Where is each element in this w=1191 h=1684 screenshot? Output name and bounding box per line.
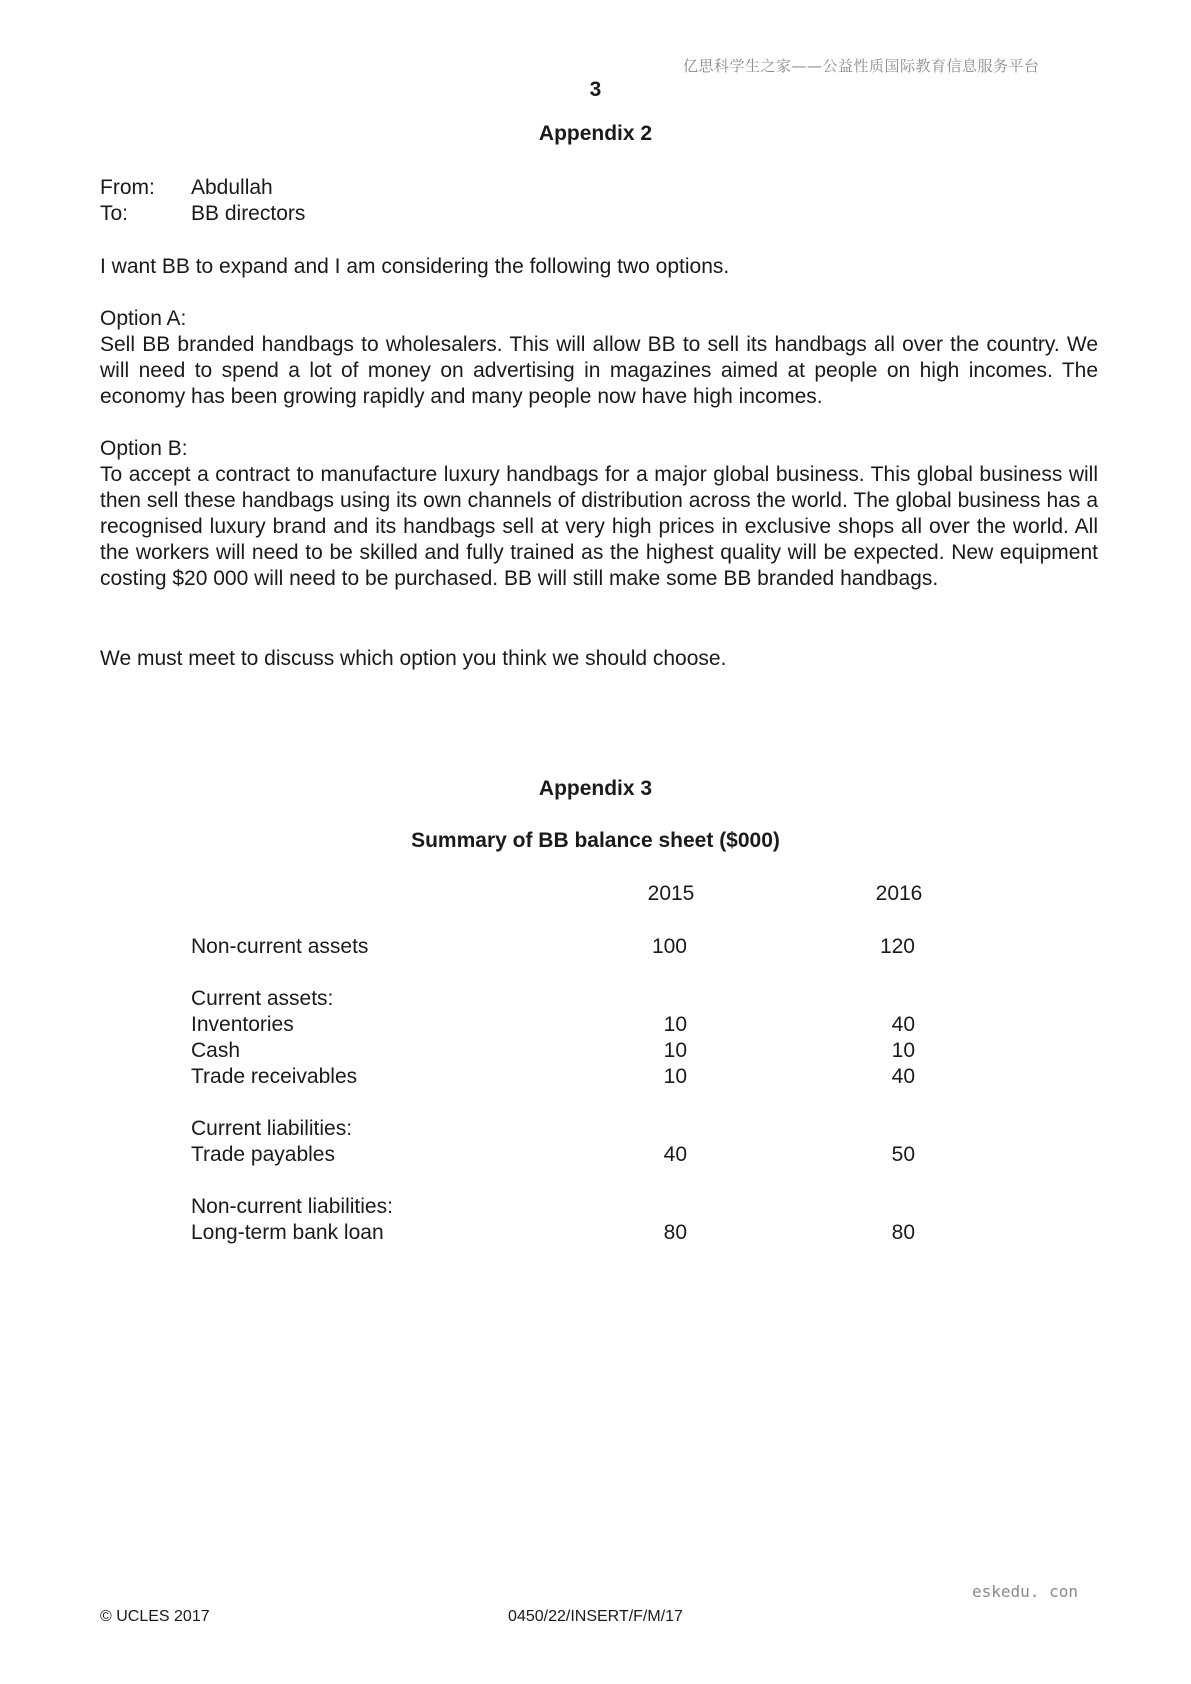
value-2016: 40 (891, 1013, 915, 1036)
footer-copyright: © UCLES 2017 (100, 1608, 210, 1625)
memo-from-label: From: (100, 176, 155, 199)
appendix-2-title: Appendix 2 (538, 122, 653, 145)
value-2015: 10 (663, 1013, 687, 1036)
memo-intro (100, 254, 1098, 280)
option-b-label: Option B: (100, 437, 188, 460)
row-label: Cash (191, 1039, 241, 1062)
year-2015-header: 2015 (647, 882, 695, 905)
memo-intro-text: I want BB to expand and I am considering the following two options. (100, 255, 730, 278)
row-non-current-assets (191, 934, 951, 960)
year-2016-header: 2016 (875, 882, 923, 905)
balance-sheet-year-header (191, 881, 951, 907)
memo-to-row (100, 201, 1098, 227)
row-label: Inventories (191, 1013, 294, 1036)
value-2015: 10 (663, 1065, 687, 1088)
current-liabilities-header (191, 1116, 951, 1142)
value-2016: 40 (891, 1065, 915, 1088)
memo-from-row (100, 175, 1098, 201)
option-b (100, 436, 1098, 592)
row-inventories (191, 1012, 951, 1038)
row-cash (191, 1038, 951, 1064)
row-label: Trade payables (191, 1143, 335, 1166)
page-number: 3 (589, 78, 602, 101)
appendix-3-title: Appendix 3 (538, 777, 653, 800)
option-b-text: To accept a contract to manufacture luxury handbags for a major global business. This global business will then sell these handbags using its own channels of distribution across the world. The global business has a recognised luxury brand and its handbags sell at very high prices in exclusive shops all over the world. All the workers will need to be skilled and fully trained as the highest quality will be expected. New equipment costing $20 000 will need to be purchased. BB will still make some BB branded handbags. (100, 463, 1098, 590)
current-assets-header (191, 986, 951, 1012)
watermark-footer: eskedu. con (972, 1582, 1078, 1601)
balance-sheet-title: Summary of BB balance sheet ($000) (411, 829, 780, 852)
option-a (100, 306, 1098, 410)
value-2016: 50 (891, 1143, 915, 1166)
memo-closing-text: We must meet to discuss which option you think we should choose. (100, 647, 727, 670)
value-2015: 80 (663, 1221, 687, 1244)
non-current-liabilities-header (191, 1194, 951, 1220)
memo-closing (100, 646, 1098, 672)
memo-header (100, 175, 1098, 227)
option-a-label: Option A: (100, 307, 187, 330)
watermark-header: 亿思科学生之家——公益性质国际教育信息服务平台 (683, 57, 1040, 75)
value-2016: 120 (879, 935, 915, 958)
memo-to-label: To: (100, 202, 129, 225)
value-2015: 10 (663, 1039, 687, 1062)
row-label: Non-current assets (191, 935, 369, 958)
row-label: Trade receivables (191, 1065, 358, 1088)
value-2015: 40 (663, 1143, 687, 1166)
value-2015: 100 (651, 935, 687, 958)
memo-from-value: Abdullah (191, 176, 273, 199)
row-trade-receivables (191, 1064, 951, 1090)
row-trade-payables (191, 1142, 951, 1168)
section-label: Non-current liabilities: (191, 1195, 393, 1218)
row-label: Long-term bank loan (191, 1221, 384, 1244)
footer-paper-code: 0450/22/INSERT/F/M/17 (508, 1608, 683, 1625)
value-2016: 80 (891, 1221, 915, 1244)
row-long-term-bank-loan (191, 1220, 951, 1246)
value-2016: 10 (891, 1039, 915, 1062)
section-label: Current assets: (191, 987, 334, 1010)
memo-to-value: BB directors (191, 202, 306, 225)
option-a-text: Sell BB branded handbags to wholesalers. This will allow BB to sell its handbags all over the country. We will need to spend a lot of money on advertising in magazines aimed at people on high incomes. The economy has been growing rapidly and many people now have high incomes. (100, 333, 1098, 408)
section-label: Current liabilities: (191, 1117, 353, 1140)
